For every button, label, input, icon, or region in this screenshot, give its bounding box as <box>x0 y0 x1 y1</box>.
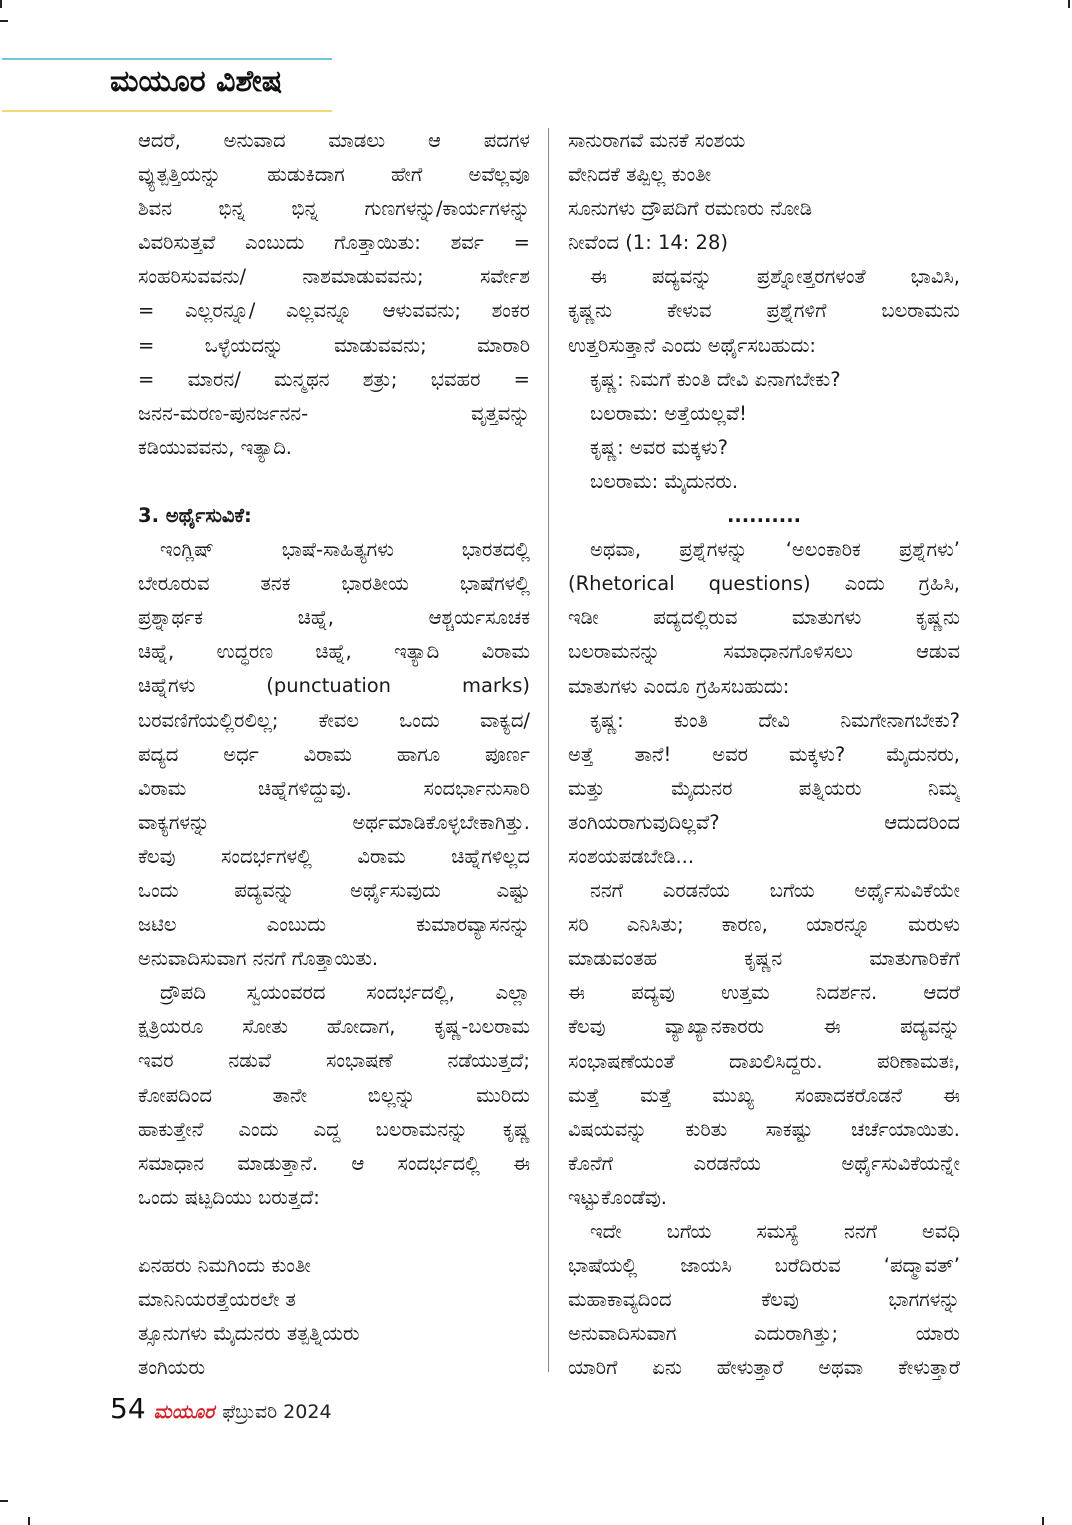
text-line: (Rhetorical questions) ಎಂದು ಗ್ರಹಿಸಿ, <box>568 572 960 596</box>
verse-line: ಏನಹರು ನಿಮಗಿಂದು ಕುಂತೀ <box>138 1253 311 1277</box>
text-line: ಕ್ಷತ್ರಿಯರೂ ಸೋತು ಹೋದಾಗ, ಕೃಷ್ಣ-ಬಲರಾಮ <box>138 1015 530 1039</box>
text-line: ಅನುವಾದಿಸುವಾಗ ಎದುರಾಗಿತ್ತು; ಯಾರು <box>568 1322 960 1346</box>
verse-line: ನೀವೆಂದ (1: 14: 28) <box>568 231 728 255</box>
text-line: ಕೃಷ್ಣನು ಕೇಳುವ ಪ್ರಶ್ನೆಗಳಿಗೆ ಬಲರಾಮನು <box>568 299 960 323</box>
text-line: ಇಡೀ ಪದ್ಯದಲ್ಲಿರುವ ಮಾತುಗಳು ಕೃಷ್ಣನು <box>568 606 960 630</box>
text-line: ಇಂಗ್ಲಿಷ್ ಭಾಷೆ-ಸಾಹಿತ್ಯಗಳು ಭಾರತದಲ್ಲಿ <box>160 538 530 562</box>
text-line: ಮತ್ತೆ ಮತ್ತೆ ಮುಖ್ಯ ಸಂಪಾದಕರೊಡನೆ ಈ <box>568 1083 960 1107</box>
text-line: ಒಂದು ಷಟ್ಪದಿಯು ಬರುತ್ತದೆ: <box>138 1185 320 1209</box>
text-line: ಕೃಷ್ಣ: ಕುಂತಿ ದೇವಿ ನಿಮಗೇನಾಗಬೇಕು? <box>590 708 960 732</box>
right-column <box>568 124 960 1380</box>
text-line: ಪ್ರಶ್ನಾರ್ಥಕ ಚಿಹ್ನೆ, ಆಶ್ಚರ್ಯಸೂಚಕ <box>138 606 530 630</box>
left-column <box>138 124 530 1380</box>
text-line: ಭಾಷೆಯಲ್ಲಿ ಜಾಯಸಿ ಬರೆದಿರುವ ‘ಪದ್ಮಾವತ್’ <box>568 1254 960 1278</box>
text-line: = ಒಳ್ಳೆಯದನ್ನು ಮಾಡುವವನು; ಮಾರಾರಿ <box>138 333 530 357</box>
text-line: ಸಂಹರಿಸುವವನು/ ನಾಶಮಾಡುವವನು; ಸರ್ವೇಶ <box>138 265 530 289</box>
text-line: ಬರವಣಿಗೆಯಲ್ಲಿರಲಿಲ್ಲ; ಕೇವಲ ಒಂದು ವಾಕ್ಯದ/ <box>138 708 530 732</box>
paragraph-gap <box>138 1215 530 1249</box>
text-line: ಬಲರಾಮನನ್ನು ಸಮಾಧಾನಗೊಳಿಸಲು ಆಡುವ <box>568 640 960 664</box>
crop-mark-left <box>0 20 8 22</box>
text-line: ಈ ಪದ್ಯವನ್ನು ಪ್ರಶ್ನೋತ್ತರಗಳಂತೆ ಭಾವಿಸಿ, <box>590 265 960 289</box>
text-line: ಮಹಾಕಾವ್ಯದಿಂದ ಕೆಲವು ಭಾಗಗಳನ್ನು <box>568 1288 960 1312</box>
text-line: ಕಡಿಯುವವನು, ಇತ್ಯಾದಿ. <box>138 435 293 459</box>
text-line: ಯಾರಿಗೆ ಏನು ಹೇಳುತ್ತಾರೆ ಅಥವಾ ಕೇಳುತ್ತಾರೆ <box>568 1356 960 1380</box>
text-line: ಉತ್ತರಿಸುತ್ತಾನೆ ಎಂದು ಅರ್ಥೈಸಬಹುದು: <box>568 333 816 357</box>
verse-line: ತಂಗಿಯರು <box>138 1356 206 1380</box>
column-divider <box>548 128 549 1372</box>
verse-line: ಮಾನಿನಿಯರತ್ತೆಯರಲೇ ತ <box>138 1288 296 1311</box>
text-line: ಮಾತುಗಳು ಎಂದೂ ಗ್ರಹಿಸಬಹುದು: <box>568 674 790 698</box>
section-heading: 3. ಅರ್ಥೈಸುವಿಕೆ: <box>138 503 252 527</box>
text-line: ಬಲರಾಮ: ಮೈದುನರು. <box>590 469 739 493</box>
text-line: ಸಂಶಯಪಡಬೇಡಿ... <box>568 844 695 868</box>
page-number: 54 <box>110 1392 146 1425</box>
text-line: ದ್ರೌಪದಿ ಸ್ವಯಂವರದ ಸಂದರ್ಭದಲ್ಲಿ, ಎಲ್ಲಾ <box>160 981 530 1005</box>
text-line: ಇದೇ ಬಗೆಯ ಸಮಸ್ಯೆ ನನಗೆ ಅವಧಿ <box>590 1220 960 1243</box>
text-line: ಮತ್ತು ಮೈದುನರ ಪತ್ನಿಯರು ನಿಮ್ಮ <box>568 776 960 800</box>
text-line: ಸಂಭಾಷಣೆಯಂತೆ ದಾಖಲಿಸಿದ್ದರು. ಪರಿಣಾಮತಃ, <box>568 1049 960 1073</box>
text-line: ಹಾಕುತ್ತೇನೆ ಎಂದು ಎದ್ದ ಬಲರಾಮನನ್ನು ಕೃಷ್ಣ <box>138 1117 530 1141</box>
text-line: ಕೆಲವು ಸಂದರ್ಭಗಳಲ್ಲಿ ವಿರಾಮ ಚಿಹ್ನೆಗಳಿಲ್ಲದ <box>138 844 530 868</box>
verse-line: ವೇನಿದಕೆ ತಪ್ಪಿಲ್ಲ ಕುಂತೀ <box>568 163 712 187</box>
verse-line: ತ್ಸೂನುಗಳು ಮೈದುನರು ತತ್ಪತ್ನಿಯರು <box>138 1322 360 1346</box>
text-line: ವಿರಾಮ ಚಿಹ್ನೆಗಳಿದ್ದುವು. ಸಂದರ್ಭಾನುಸಾರಿ <box>138 776 530 800</box>
text-line: ಬಲರಾಮ: ಅತ್ತೆಯಲ್ಲವೆ! <box>590 401 747 425</box>
text-line: ಕೆಲವು ವ್ಯಾಖ್ಯಾನಕಾರರು ಈ ಪದ್ಯವನ್ನು <box>568 1015 960 1039</box>
text-line: ಚಿಹ್ನೆ, ಉದ್ಧರಣ ಚಿಹ್ನೆ, ಇತ್ಯಾದಿ ವಿರಾಮ <box>138 640 530 664</box>
verse-line: ಸೂನುಗಳು ದ್ರೌಪದಿಗೆ ರಮಣರು ನೋಡಿ <box>568 197 813 221</box>
text-line: ಕೋಪದಿಂದ ತಾನೇ ಬಿಲ್ಲನ್ನು ಮುರಿದು <box>138 1083 530 1107</box>
text-line: .......... <box>726 504 802 528</box>
text-line: ಕೊನೆಗೆ ಎರಡನೆಯ ಅರ್ಥೈಸುವಿಕೆಯನ್ನೇ <box>568 1151 960 1175</box>
crop-mark-top-left <box>0 0 2 8</box>
text-line: ಅಥವಾ, ಪ್ರಶ್ನೆಗಳನ್ನು ‘ಅಲಂಕಾರಿಕ ಪ್ರಶ್ನೆಗಳು’ <box>590 538 960 562</box>
text-line: ಒಂದು ಪದ್ಯವನ್ನು ಅರ್ಥೈಸುವುದು ಎಷ್ಟು <box>138 878 530 902</box>
text-line: ಸರಿ ಎನಿಸಿತು; ಕಾರಣ, ಯಾರನ್ನೂ ಮರುಳು <box>568 913 960 937</box>
text-line: ಅತ್ತೆ ತಾನೆ! ಅವರ ಮಕ್ಕಳು? ಮೈದುನರು, <box>568 742 960 766</box>
text-line: = ಎಲ್ಲರನ್ನೂ/ ಎಲ್ಲವನ್ನೂ ಆಳುವವನು; ಶಂಕರ <box>138 299 530 323</box>
text-line: ಚಿಹ್ನೆಗಳು (punctuation marks) <box>138 674 530 698</box>
text-line: ವಾಕ್ಯಗಳನ್ನು ಅರ್ಥಮಾಡಿಕೊಳ್ಳಬೇಕಾಗಿತ್ತು. <box>138 810 530 834</box>
crop-mark-bottom-right <box>1042 1517 1044 1525</box>
text-line: ವಿವರಿಸುತ್ತವೆ ಎಂಬುದು ಗೊತ್ತಾಯಿತು: ಶರ್ವ = <box>138 231 530 255</box>
paragraph-gap <box>138 465 530 499</box>
text-line: ಸಮಾಧಾನ ಮಾಡುತ್ತಾನೆ. ಆ ಸಂದರ್ಭದಲ್ಲಿ ಈ <box>138 1151 530 1175</box>
text-line: ಶಿವನ ಭಿನ್ನ ಭಿನ್ನ ಗುಣಗಳನ್ನು/ಕಾರ್ಯಗಳನ್ನು <box>138 197 530 221</box>
text-line: = ಮಾರನ/ ಮನ್ಮಥನ ಶತ್ರು; ಭವಹರ = <box>138 367 530 391</box>
text-line: ಜಟಿಲ ಎಂಬುದು ಕುಮಾರವ್ಯಾಸನನ್ನು <box>138 913 530 937</box>
text-line: ಅನುವಾದಿಸುವಾಗ ನನಗೆ ಗೊತ್ತಾಯಿತು. <box>138 947 379 971</box>
text-line: ವ್ಯುತ್ಪತ್ತಿಯನ್ನು ಹುಡುಕಿದಾಗ ಹೇಗೆ ಅವೆಲ್ಲವೂ <box>138 163 530 187</box>
text-line: ತಂಗಿಯರಾಗುವುದಿಲ್ಲವೆ? ಆದುದರಿಂದ <box>568 810 960 834</box>
verse-line: ಸಾನುರಾಗವೆ ಮನಕೆ ಸಂಶಯ <box>568 129 746 152</box>
text-line: ಇಟ್ಟುಕೊಂಡೆವು. <box>568 1185 667 1209</box>
crop-mark-bottom-left <box>0 1500 8 1502</box>
text-line: ಮಾಡುವಂತಹ ಕೃಷ್ಣನ ಮಾತುಗಾರಿಕೆಗೆ <box>568 947 960 971</box>
magazine-logo: ಮಯೂರ <box>153 1401 215 1423</box>
text-line: ಕೃಷ್ಣ: ನಿಮಗೆ ಕುಂತಿ ದೇವಿ ಏನಾಗಬೇಕು? <box>590 367 841 391</box>
text-line: ಪದ್ಯದ ಅರ್ಧ ವಿರಾಮ ಹಾಗೂ ಪೂರ್ಣ <box>138 742 530 766</box>
text-line: ಜನನ-ಮರಣ-ಪುನರ್ಜನನ- ವೃತ್ತವನ್ನು <box>138 401 530 425</box>
crop-mark-top-right <box>1068 0 1070 8</box>
issue-date: ಫೆಬ್ರುವರಿ 2024 <box>222 1401 332 1423</box>
crop-mark-bottom <box>28 1517 30 1525</box>
text-line: ಇವರ ನಡುವೆ ಸಂಭಾಷಣೆ ನಡೆಯುತ್ತದೆ; <box>138 1049 530 1073</box>
text-line: ಆದರೆ, ಅನುವಾದ ಮಾಡಲು ಆ ಪದಗಳ <box>138 129 530 152</box>
section-title: ಮಯೂರ ವಿಶೇಷ <box>110 64 283 99</box>
text-line: ಬೇರೂರುವ ತನಕ ಭಾರತೀಯ ಭಾಷೆಗಳಲ್ಲಿ <box>138 572 530 596</box>
text-line: ಕೃಷ್ಣ: ಅವರ ಮಕ್ಕಳು? <box>590 435 729 459</box>
page-footer <box>110 1392 332 1428</box>
text-line: ನನಗೆ ಎರಡನೆಯ ಬಗೆಯ ಅರ್ಥೈಸುವಿಕೆಯೇ <box>590 879 960 903</box>
text-line: ಈ ಪದ್ಯವು ಉತ್ತಮ ನಿದರ್ಶನ. ಆದರೆ <box>568 981 960 1005</box>
text-line: ವಿಷಯವನ್ನು ಕುರಿತು ಸಾಕಷ್ಟು ಚರ್ಚೆಯಾಯಿತು. <box>568 1117 960 1141</box>
